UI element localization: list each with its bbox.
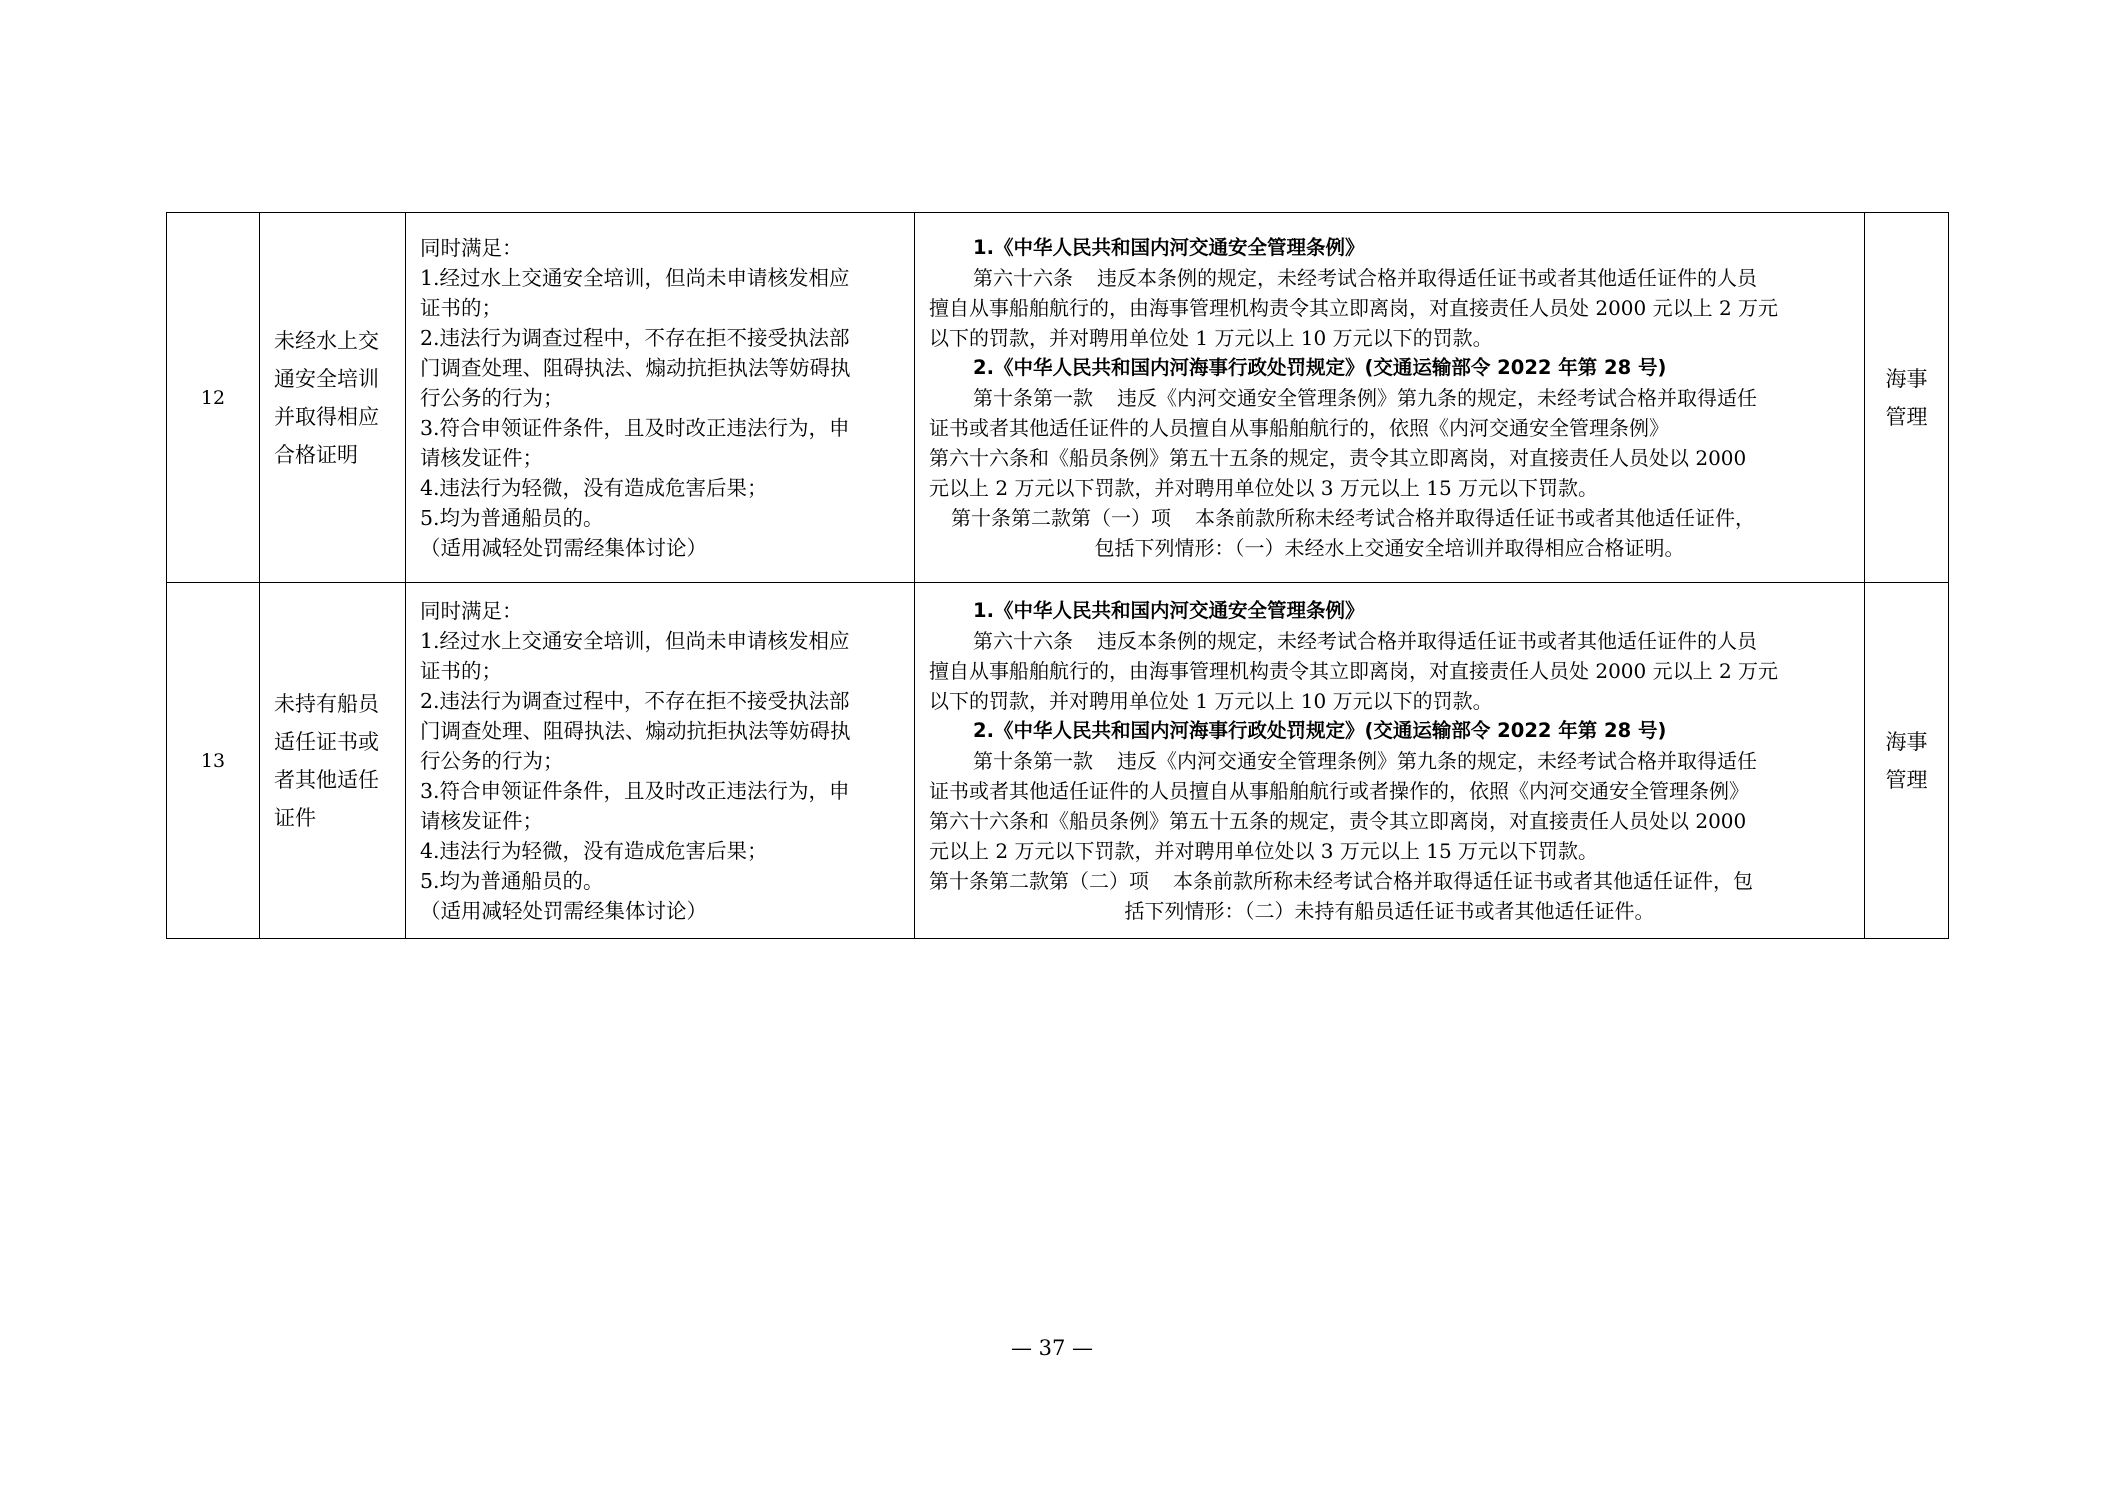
- legal-basis-cell: 1.《中华人民共和国内河交通安全管理条例》 第六十六条 违反本条例的规定，未经考试合格并取得适任证书或者其他适任证件的人员 擅自从事船舶航行的，由海事管理机构责令其立即离岗，对直接责任人员处 2000 元以上 2 万元 以下的罚款，并对聘用单位处 1 万元以上 10 万元以下的罚款。 2.《中华人民共和国内河海事行政处罚规定》(交通运输部令 2022 年第 28 号) 第十条第一款 违反《内河交通安全管理条例》第九条的规定，未经考试合格并取得适任 证书或者其他适任证件的人员擅自从事船舶航行或者操作的，依照《内河交通安全管理条例》 第六十六条和《船员条例》第五十五条的规定，责令其立即离岗，对直接责任人员处以 2000 元以上 2 万元以下罚款，并对聘用单位处以 3 万元以上 15 万元以下罚款。 第十条第二款第（二）项 本条前款所称未经考试合格并取得适任证书或者其他适任证件，包 括下列情形：（二）未持有船员适任证书或者其他适任证件。: [915, 583, 1865, 939]
- department-cell: 海事 管理: [1865, 583, 1949, 939]
- department-cell: 海事 管理: [1865, 213, 1949, 583]
- law-title: 2.《中华人民共和国内河海事行政处罚规定》(交通运输部令 2022 年第 28 号): [973, 355, 1667, 379]
- page-number: — 37 —: [1010, 1336, 1094, 1360]
- conditions-cell: 同时满足： 1.经过水上交通安全培训，但尚未申请核发相应 证书的； 2.违法行为调查过程中，不存在拒不接受执法部 门调查处理、阻碍执法、煽动抗拒执法等妨碍执 行公务的行为； 3.符合申领证件条件，且及时改正违法行为，申 请核发证件； 4.违法行为轻微，没有造成危害后果； 5.均为普通船员的。 （适用减轻处罚需经集体讨论）: [406, 213, 915, 583]
- penalty-table: [166, 212, 1949, 939]
- law-title: 1.《中华人民共和国内河交通安全管理条例》: [973, 235, 1365, 259]
- law-title: 1.《中华人民共和国内河交通安全管理条例》: [973, 598, 1365, 622]
- table-row: [167, 583, 1949, 939]
- legal-basis-cell: 1.《中华人民共和国内河交通安全管理条例》 第六十六条 违反本条例的规定，未经考试合格并取得适任证书或者其他适任证件的人员 擅自从事船舶航行的，由海事管理机构责令其立即离岗，对直接责任人员处 2000 元以上 2 万元 以下的罚款，并对聘用单位处 1 万元以上 10 万元以下的罚款。 2.《中华人民共和国内河海事行政处罚规定》(交通运输部令 2022 年第 28 号) 第十条第一款 违反《内河交通安全管理条例》第九条的规定，未经考试合格并取得适任 证书或者其他适任证件的人员擅自从事船舶航行的，依照《内河交通安全管理条例》 第六十六条和《船员条例》第五十五条的规定，责令其立即离岗，对直接责任人员处以 2000 元以上 2 万元以下罚款，并对聘用单位处以 3 万元以上 15 万元以下罚款。 第十条第二款第（一）项 本条前款所称未经考试合格并取得适任证书或者其他适任证件， 包括下列情形：（一）未经水上交通安全培训并取得相应合格证明。: [915, 213, 1865, 583]
- violation-item: 未经水上交 通安全培训 并取得相应 合格证明: [260, 213, 406, 583]
- violation-item: 未持有船员 适任证书或 者其他适任 证件: [260, 583, 406, 939]
- table-row: [167, 213, 1949, 583]
- law-title: 2.《中华人民共和国内河海事行政处罚规定》(交通运输部令 2022 年第 28 号): [973, 718, 1667, 742]
- row-number: 12: [167, 213, 260, 583]
- conditions-cell: 同时满足： 1.经过水上交通安全培训，但尚未申请核发相应 证书的； 2.违法行为调查过程中，不存在拒不接受执法部 门调查处理、阻碍执法、煽动抗拒执法等妨碍执 行公务的行为； 3.符合申领证件条件，且及时改正违法行为，申 请核发证件； 4.违法行为轻微，没有造成危害后果； 5.均为普通船员的。 （适用减轻处罚需经集体讨论）: [406, 583, 915, 939]
- row-number: 13: [167, 583, 260, 939]
